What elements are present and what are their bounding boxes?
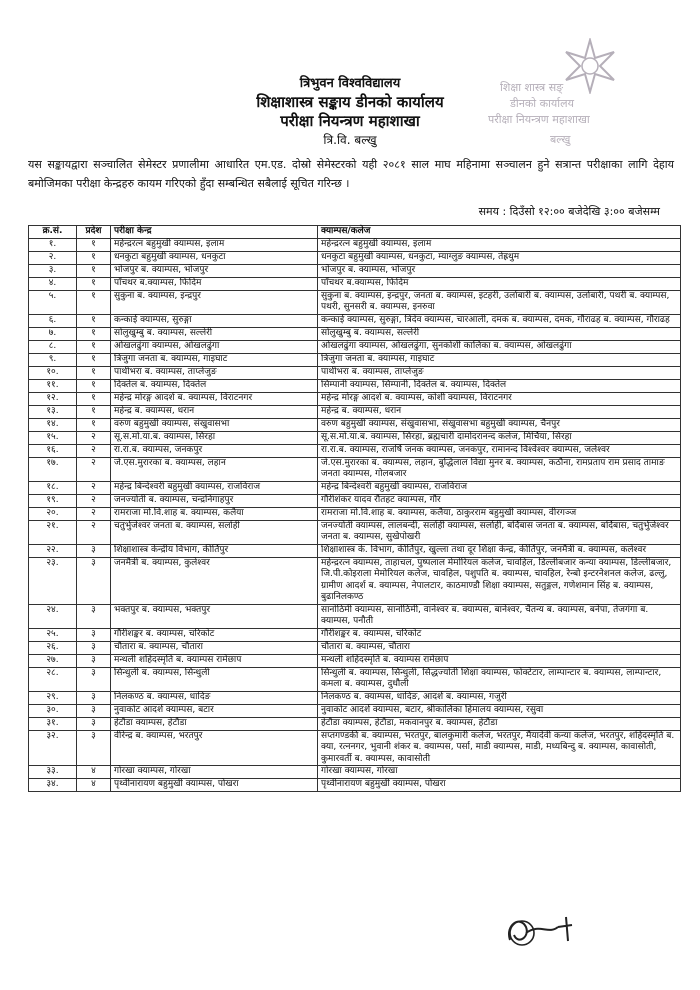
table-row [29, 494, 681, 507]
cell-exam-centre: त्रिजुगा जनता ब. क्याम्पस, गाइघाट [111, 353, 318, 366]
table-row [29, 290, 681, 314]
table-row [29, 557, 681, 604]
table-row [29, 779, 681, 792]
stamp-line: डीनको कार्यालय [510, 97, 574, 110]
cell-exam-centre: निलकण्ठ ब. क्याम्पस, धादिङ [111, 691, 318, 704]
cell-exam-centre: महेन्द्र ब. क्याम्पस, धरान [111, 405, 318, 418]
cell-province: २ [77, 507, 111, 520]
cell-campuses: गौरीशंकर यादव रौतहट क्याम्पस, गौर [318, 494, 681, 507]
col-header-province: प्रदेश [77, 226, 111, 239]
cell-exam-centre: सोलुखुम्बु ब. क्याम्पस, सल्लेरी [111, 327, 318, 340]
cell-province: २ [77, 481, 111, 494]
cell-province: १ [77, 264, 111, 277]
cell-campuses: महेन्द्र बिन्देश्वरी बहुमुखी क्याम्पस, राजविराज [318, 481, 681, 494]
table-row [29, 366, 681, 379]
cell-province: ३ [77, 667, 111, 691]
col-header-serial: क्र.सं. [29, 226, 77, 239]
stamp-line: परीक्षा नियन्त्रण महाशाखा [488, 113, 590, 126]
cell-province: १ [77, 314, 111, 327]
table-row [29, 520, 681, 544]
cell-campuses: गोरखा क्याम्पस, गोरखा [318, 766, 681, 779]
cell-province: १ [77, 366, 111, 379]
cell-serial: ३२. [29, 730, 77, 766]
table-row [29, 251, 681, 264]
cell-exam-centre: जे.एस.मुरारका ब. क्याम्पस, लहान [111, 457, 318, 481]
cell-exam-centre: हेटौडा क्याम्पस, हेटौडा [111, 717, 318, 730]
cell-province: ३ [77, 557, 111, 604]
table-row [29, 405, 681, 418]
col-header-centre: परीक्षा केन्द्र [111, 226, 318, 239]
table-row [29, 544, 681, 557]
cell-exam-centre: जनज्योती ब. क्याम्पस, चन्द्रनिगाहपुर [111, 494, 318, 507]
cell-exam-centre: महेन्द्ररत्न बहुमुखी क्याम्पस, इलाम [111, 238, 318, 251]
table-row [29, 314, 681, 327]
cell-province: ३ [77, 654, 111, 667]
cell-serial: १८. [29, 481, 77, 494]
cell-exam-centre: महेन्द्र मोरङ्ग आदर्श ब. क्याम्पस, विराटनगर [111, 392, 318, 405]
cell-province: १ [77, 238, 111, 251]
stamp-line: बल्खु [550, 133, 571, 146]
cell-province: १ [77, 353, 111, 366]
cell-serial: १३. [29, 405, 77, 418]
table-row [29, 277, 681, 290]
cell-campuses: निलकण्ठ ब. क्याम्पस, धादिङ, आदर्श ब. क्याम्पस, गजुरी [318, 691, 681, 704]
table-row [29, 431, 681, 444]
university-name: त्रिभुवन विश्वविद्यालय [299, 76, 401, 91]
cell-province: १ [77, 327, 111, 340]
cell-province: ३ [77, 717, 111, 730]
cell-exam-centre: ओखलढुंगा क्याम्पस, ओखलढुंगा [111, 340, 318, 353]
cell-serial: १४. [29, 418, 77, 431]
cell-campuses: कन्काई क्याम्पस, सुरुङ्गा, त्रिदेव क्याम्पस, चारआली, दमक ब. क्याम्पस, दमक, गौराढह ब. क्याम्पस, गौराढह [318, 314, 681, 327]
cell-serial: ३. [29, 264, 77, 277]
table-header-row [29, 226, 681, 239]
col-header-campus: क्याम्पस/कलेज [318, 226, 681, 239]
letterhead [0, 74, 700, 150]
cell-exam-centre: कन्काई क्याम्पस, सुरुङ्गा [111, 314, 318, 327]
cell-exam-centre: वरुण बहुमुखी क्याम्पस, संखुवासभा [111, 418, 318, 431]
cell-campuses: नुवाकोट आदर्श क्याम्पस, बटार, श्रीकालिका हिमालय क्याम्पस, रसुवा [318, 704, 681, 717]
cell-serial: २३. [29, 557, 77, 604]
cell-exam-centre: सू.स.मो.या.ब. क्याम्पस, सिरहा [111, 431, 318, 444]
cell-campuses: महेन्द्र ब. क्याम्पस, धरान [318, 405, 681, 418]
cell-campuses: पृथ्वीनारायण बहुमुखी क्याम्पस, पोखरा [318, 779, 681, 792]
cell-exam-centre: जनमैत्री ब. क्याम्पस, कुलेश्वर [111, 557, 318, 604]
cell-campuses: जनज्योती क्याम्पस, लालबन्दी, सर्लाही क्याम्पस, सर्लाही, बर्दिबास जनता ब. क्याम्पस, बर्दिबास, चतुर्भुजेश्वर जनता ब. क्याम्पस, सुखेपोखरी [318, 520, 681, 544]
cell-serial: १. [29, 238, 77, 251]
cell-serial: २६. [29, 641, 77, 654]
cell-exam-centre: सिन्धुली ब. क्याम्पस, सिन्धुली [111, 667, 318, 691]
cell-serial: ४. [29, 277, 77, 290]
cell-campuses: शिक्षाशास्त्र के. विभाग, कीर्तिपुर, खुल्ला तथा दूर शिक्षा केन्द्र, कीर्तिपुर, जनमैत्री ब. क्याम्पस, कलेश्वर [318, 544, 681, 557]
table-row [29, 444, 681, 457]
cell-province: १ [77, 290, 111, 314]
table-row [29, 628, 681, 641]
cell-serial: ३१. [29, 717, 77, 730]
cell-serial: २७. [29, 654, 77, 667]
cell-serial: २४. [29, 604, 77, 628]
cell-province: ३ [77, 604, 111, 628]
table-row [29, 379, 681, 392]
cell-campuses: सू.स.मो.या.ब. क्याम्पस, सिरहा, ब्रह्मचारी दामोदरानन्द कलेज, मिर्चिया, सिरहा [318, 431, 681, 444]
cell-province: २ [77, 444, 111, 457]
cell-exam-centre: नुवाकोट आदर्श क्याम्पस, बटार [111, 704, 318, 717]
table-row [29, 667, 681, 691]
cell-exam-centre: गोरखा क्याम्पस, गोरखा [111, 766, 318, 779]
cell-serial: १५. [29, 431, 77, 444]
cell-exam-centre: रा.रा.ब. क्याम्पस, जनकपुर [111, 444, 318, 457]
stamp-line: शिक्षा शास्त्र सङ्‌ [500, 81, 564, 94]
cell-campuses: वरुण बहुमुखी क्याम्पस, संखुवासभा, संखुवासभा बहुमुखी क्याम्पस, चैनपुर [318, 418, 681, 431]
cell-province: १ [77, 418, 111, 431]
cell-exam-centre: पाथीभरा ब. क्याम्पस, ताप्लेजुङ [111, 366, 318, 379]
cell-province: १ [77, 340, 111, 353]
cell-exam-centre: दिक्तेल ब. क्याम्पस, दिक्तेल [111, 379, 318, 392]
cell-province: ४ [77, 779, 111, 792]
cell-serial: ३०. [29, 704, 77, 717]
cell-serial: १०. [29, 366, 77, 379]
cell-province: ३ [77, 704, 111, 717]
office-location: त्रि.वि. बल्खु [323, 133, 377, 147]
cell-province: १ [77, 405, 111, 418]
cell-province: ३ [77, 628, 111, 641]
table-row [29, 353, 681, 366]
cell-province: १ [77, 277, 111, 290]
cell-serial: १२. [29, 392, 77, 405]
cell-exam-centre: शिक्षाशास्त्र केन्द्रीय विभाग, कीर्तिपुर [111, 544, 318, 557]
exam-time: समय : दिउँसो १२:०० बजेदेखि ३:०० बजेसम्म [478, 205, 660, 218]
cell-campuses: सिन्धुली ब. क्याम्पस, सिन्धुली, सिद्धज्योती शिक्षा क्याम्पस, फोक्टेटार, लाम्पान्टार ब. क्याम्पस, लाम्पान्टार, कमला ब. क्याम्पस, दुधौली [318, 667, 681, 691]
division-name: परीक्षा नियन्त्रण महाशाखा [280, 112, 420, 130]
cell-serial: २०. [29, 507, 77, 520]
cell-exam-centre: धनकुटा बहुमुखी क्याम्पस, धनकुटा [111, 251, 318, 264]
cell-serial: ११. [29, 379, 77, 392]
cell-campuses: सोलुखुम्बु ब. क्याम्पस, सल्लेरी [318, 327, 681, 340]
cell-serial: ३३. [29, 766, 77, 779]
cell-serial: १६. [29, 444, 77, 457]
cell-serial: ९. [29, 353, 77, 366]
table-row [29, 730, 681, 766]
cell-province: १ [77, 379, 111, 392]
cell-serial: ५. [29, 290, 77, 314]
cell-province: २ [77, 457, 111, 481]
table-row [29, 418, 681, 431]
cell-exam-centre: वीरेन्द्र ब. क्याम्पस, भरतपुर [111, 730, 318, 766]
cell-campuses: भोजपुर ब. क्याम्पस, भोजपुर [318, 264, 681, 277]
cell-campuses: मन्थली शहिदस्मृति ब. क्याम्पस रामेछाप [318, 654, 681, 667]
cell-campuses: हेटौडा क्याम्पस, हेटौडा, मकवानपुर ब. क्याम्पस, हेटौडा [318, 717, 681, 730]
table-row [29, 481, 681, 494]
cell-campuses: सुकुना ब. क्याम्पस, इन्द्रपुर, जनता ब. क्याम्पस, इटहरी, उर्लाबारी ब. क्याम्पस, उर्लाबारी, पथरी ब. क्याम्पस, पथरी, सुनसरी ब. क्याम्पस, इनरुवा [318, 290, 681, 314]
notice-text: यस सङ्कायद्वारा सञ्चालित सेमेस्टर प्रणालीमा आधारित एम.एड. दोस्रो सेमेस्टरको यही २०८१ साल माघ महिनामा सञ्चालन हुने सत्रान्त परीक्षाका लागि देहाय बमोजिमका परीक्षा केन्द्रहरु कायम गरिएको हुँदा सम्बन्धित सबैलाई सूचित गरिन्छ । [28, 158, 674, 190]
cell-province: २ [77, 431, 111, 444]
table-row [29, 327, 681, 340]
cell-exam-centre: सुकुना ब. क्याम्पस, इन्द्रपुर [111, 290, 318, 314]
cell-serial: १९. [29, 494, 77, 507]
table-row [29, 654, 681, 667]
table-row [29, 457, 681, 481]
cell-campuses: सिम्पानी क्याम्पस, सिम्पानी, दिक्तेल ब. क्याम्पस, दिक्तेल [318, 379, 681, 392]
cell-province: ३ [77, 641, 111, 654]
cell-exam-centre: रामराजा मो.वि.शाह ब. क्याम्पस, कलैया [111, 507, 318, 520]
cell-serial: ७. [29, 327, 77, 340]
table-row [29, 604, 681, 628]
cell-serial: २. [29, 251, 77, 264]
cell-serial: २९. [29, 691, 77, 704]
cell-serial: २८. [29, 667, 77, 691]
cell-serial: ८. [29, 340, 77, 353]
table-row [29, 238, 681, 251]
cell-serial: २५. [29, 628, 77, 641]
cell-campuses: जे.एस.मुरारका ब. क्याम्पस, लहान, बुद्धिलाल विद्या मुनर ब. क्याम्पस, कठौना, रामप्रताप राम प्रसाद तामाङ जनता क्याम्पस, गोलबजार [318, 457, 681, 481]
cell-serial: १७. [29, 457, 77, 481]
cell-exam-centre: पृथ्वीनारायण बहुमुखी क्याम्पस, पोखरा [111, 779, 318, 792]
cell-province: ३ [77, 730, 111, 766]
cell-campuses: धनकुटा बहुमुखी क्याम्पस, धनकुटा, म्याग्लुङ क्याम्पस, तेह्रथुम [318, 251, 681, 264]
cell-exam-centre: पाँचथर ब.क्याम्पस, फिदिम [111, 277, 318, 290]
table-row [29, 264, 681, 277]
cell-province: २ [77, 520, 111, 544]
table-row [29, 691, 681, 704]
table-row [29, 704, 681, 717]
cell-province: १ [77, 251, 111, 264]
cell-province: ४ [77, 766, 111, 779]
table-row [29, 340, 681, 353]
table-row [29, 392, 681, 405]
cell-campuses: ओखलढुंगा क्याम्पस, ओखलढुंगा, सुनकोशी कालिका ब. क्याम्पस, ओखलढुंगा [318, 340, 681, 353]
cell-province: ३ [77, 691, 111, 704]
signature [500, 905, 590, 955]
cell-campuses: महेन्द्ररत्न क्याम्पस, ताहाचल, पुष्पलाल मेमोरियल कलेज, चावहिल, डिल्लीबजार कन्या क्याम्पस, डिल्लीबजार, जि.पी.कोइराला मेमोरियल कलेज, चावहिल, पशुपति ब. क्याम्पस, चावहिल, रेन्बो इन्टरनेशनल कलेज, ढल्लु, ग्रामीण आदर्श ब. क्याम्पस, नेपालटार, काठमाण्डौ शिक्षा क्याम्पस, सतुङ्गल, गणेशमान सिंह ब. क्याम्पस, बुढानिलकण्ठ [318, 557, 681, 604]
cell-campuses: चौतारा ब. क्याम्पस, चौतारा [318, 641, 681, 654]
cell-exam-centre: चौतारा ब. क्याम्पस, चौतारा [111, 641, 318, 654]
cell-exam-centre: महेन्द्र बिन्देश्वरी बहुमुखी क्याम्पस, राजविराज [111, 481, 318, 494]
cell-serial: ६. [29, 314, 77, 327]
table-row [29, 641, 681, 654]
cell-exam-centre: भक्तपुर ब. क्याम्पस, भक्तपुर [111, 604, 318, 628]
cell-serial: २२. [29, 544, 77, 557]
cell-campuses: सानोठिमी क्याम्पस, सानोठिमी, वानेश्वर ब. क्याम्पस, बानेश्वर, चैतन्य ब. क्याम्पस, बनेपा, तेजगंगा ब. क्याम्पस, पनौती [318, 604, 681, 628]
cell-province: ३ [77, 544, 111, 557]
cell-campuses: त्रिजुगा जनता ब. क्याम्पस, गाइघाट [318, 353, 681, 366]
table-row [29, 717, 681, 730]
cell-campuses: पाथीभरा ब. क्याम्पस, ताप्लेजुङ [318, 366, 681, 379]
cell-exam-centre: गौरीशङ्कर ब. क्याम्पस, चरिकोट [111, 628, 318, 641]
cell-campuses: महेन्द्ररत्न बहुमुखी क्याम्पस, इलाम [318, 238, 681, 251]
cell-campuses: गौरीशङ्कर ब. क्याम्पस, चरिकोट [318, 628, 681, 641]
cell-serial: ३४. [29, 779, 77, 792]
exam-centre-table [28, 225, 681, 792]
cell-campuses: महेन्द्र मोरङ्ग आदर्श ब. क्याम्पस, कोशी क्याम्पस, विराटनगर [318, 392, 681, 405]
cell-province: १ [77, 392, 111, 405]
office-name: शिक्षाशास्त्र सङ्काय डीनको कार्यालय [256, 93, 444, 111]
table-row [29, 507, 681, 520]
cell-exam-centre: भोजपुर ब. क्याम्पस, भोजपुर [111, 264, 318, 277]
cell-campuses: सप्तगण्डकी ब. क्याम्पस, भरतपुर, बालकुमारी कलेज, भरतपुर, मैयादेवी कन्या कलेज, भरतपुर, शहिदस्मृति ब. क्या, रत्ननगर, भुवानी शंकर ब. क्याम्पस, पर्सा, माडी क्याम्पस, माडी, मध्यबिन्दु ब. क्याम्पस, कावासोती, कुमारवर्ती ब. क्याम्पस, कावासोती [318, 730, 681, 766]
cell-campuses: पाँचथर ब.क्याम्पस, फिदिम [318, 277, 681, 290]
cell-campuses: रामराजा मो.वि.शाह ब. क्याम्पस, कलैया, ठाकुरराम बहुमुखी क्याम्पस, वीरगञ्ज [318, 507, 681, 520]
cell-campuses: रा.रा.ब. क्याम्पस, राजर्षि जनक क्याम्पस, जनकपुर, रामानन्द विश्वेश्वर क्याम्पस, जलेश्वर [318, 444, 681, 457]
cell-exam-centre: मन्थली शहिदस्मृति ब. क्याम्पस रामेछाप [111, 654, 318, 667]
table-row [29, 766, 681, 779]
cell-serial: २१. [29, 520, 77, 544]
cell-province: २ [77, 494, 111, 507]
cell-exam-centre: चतुर्भुजेश्वर जनता ब. क्याम्पस, सर्लाही [111, 520, 318, 544]
